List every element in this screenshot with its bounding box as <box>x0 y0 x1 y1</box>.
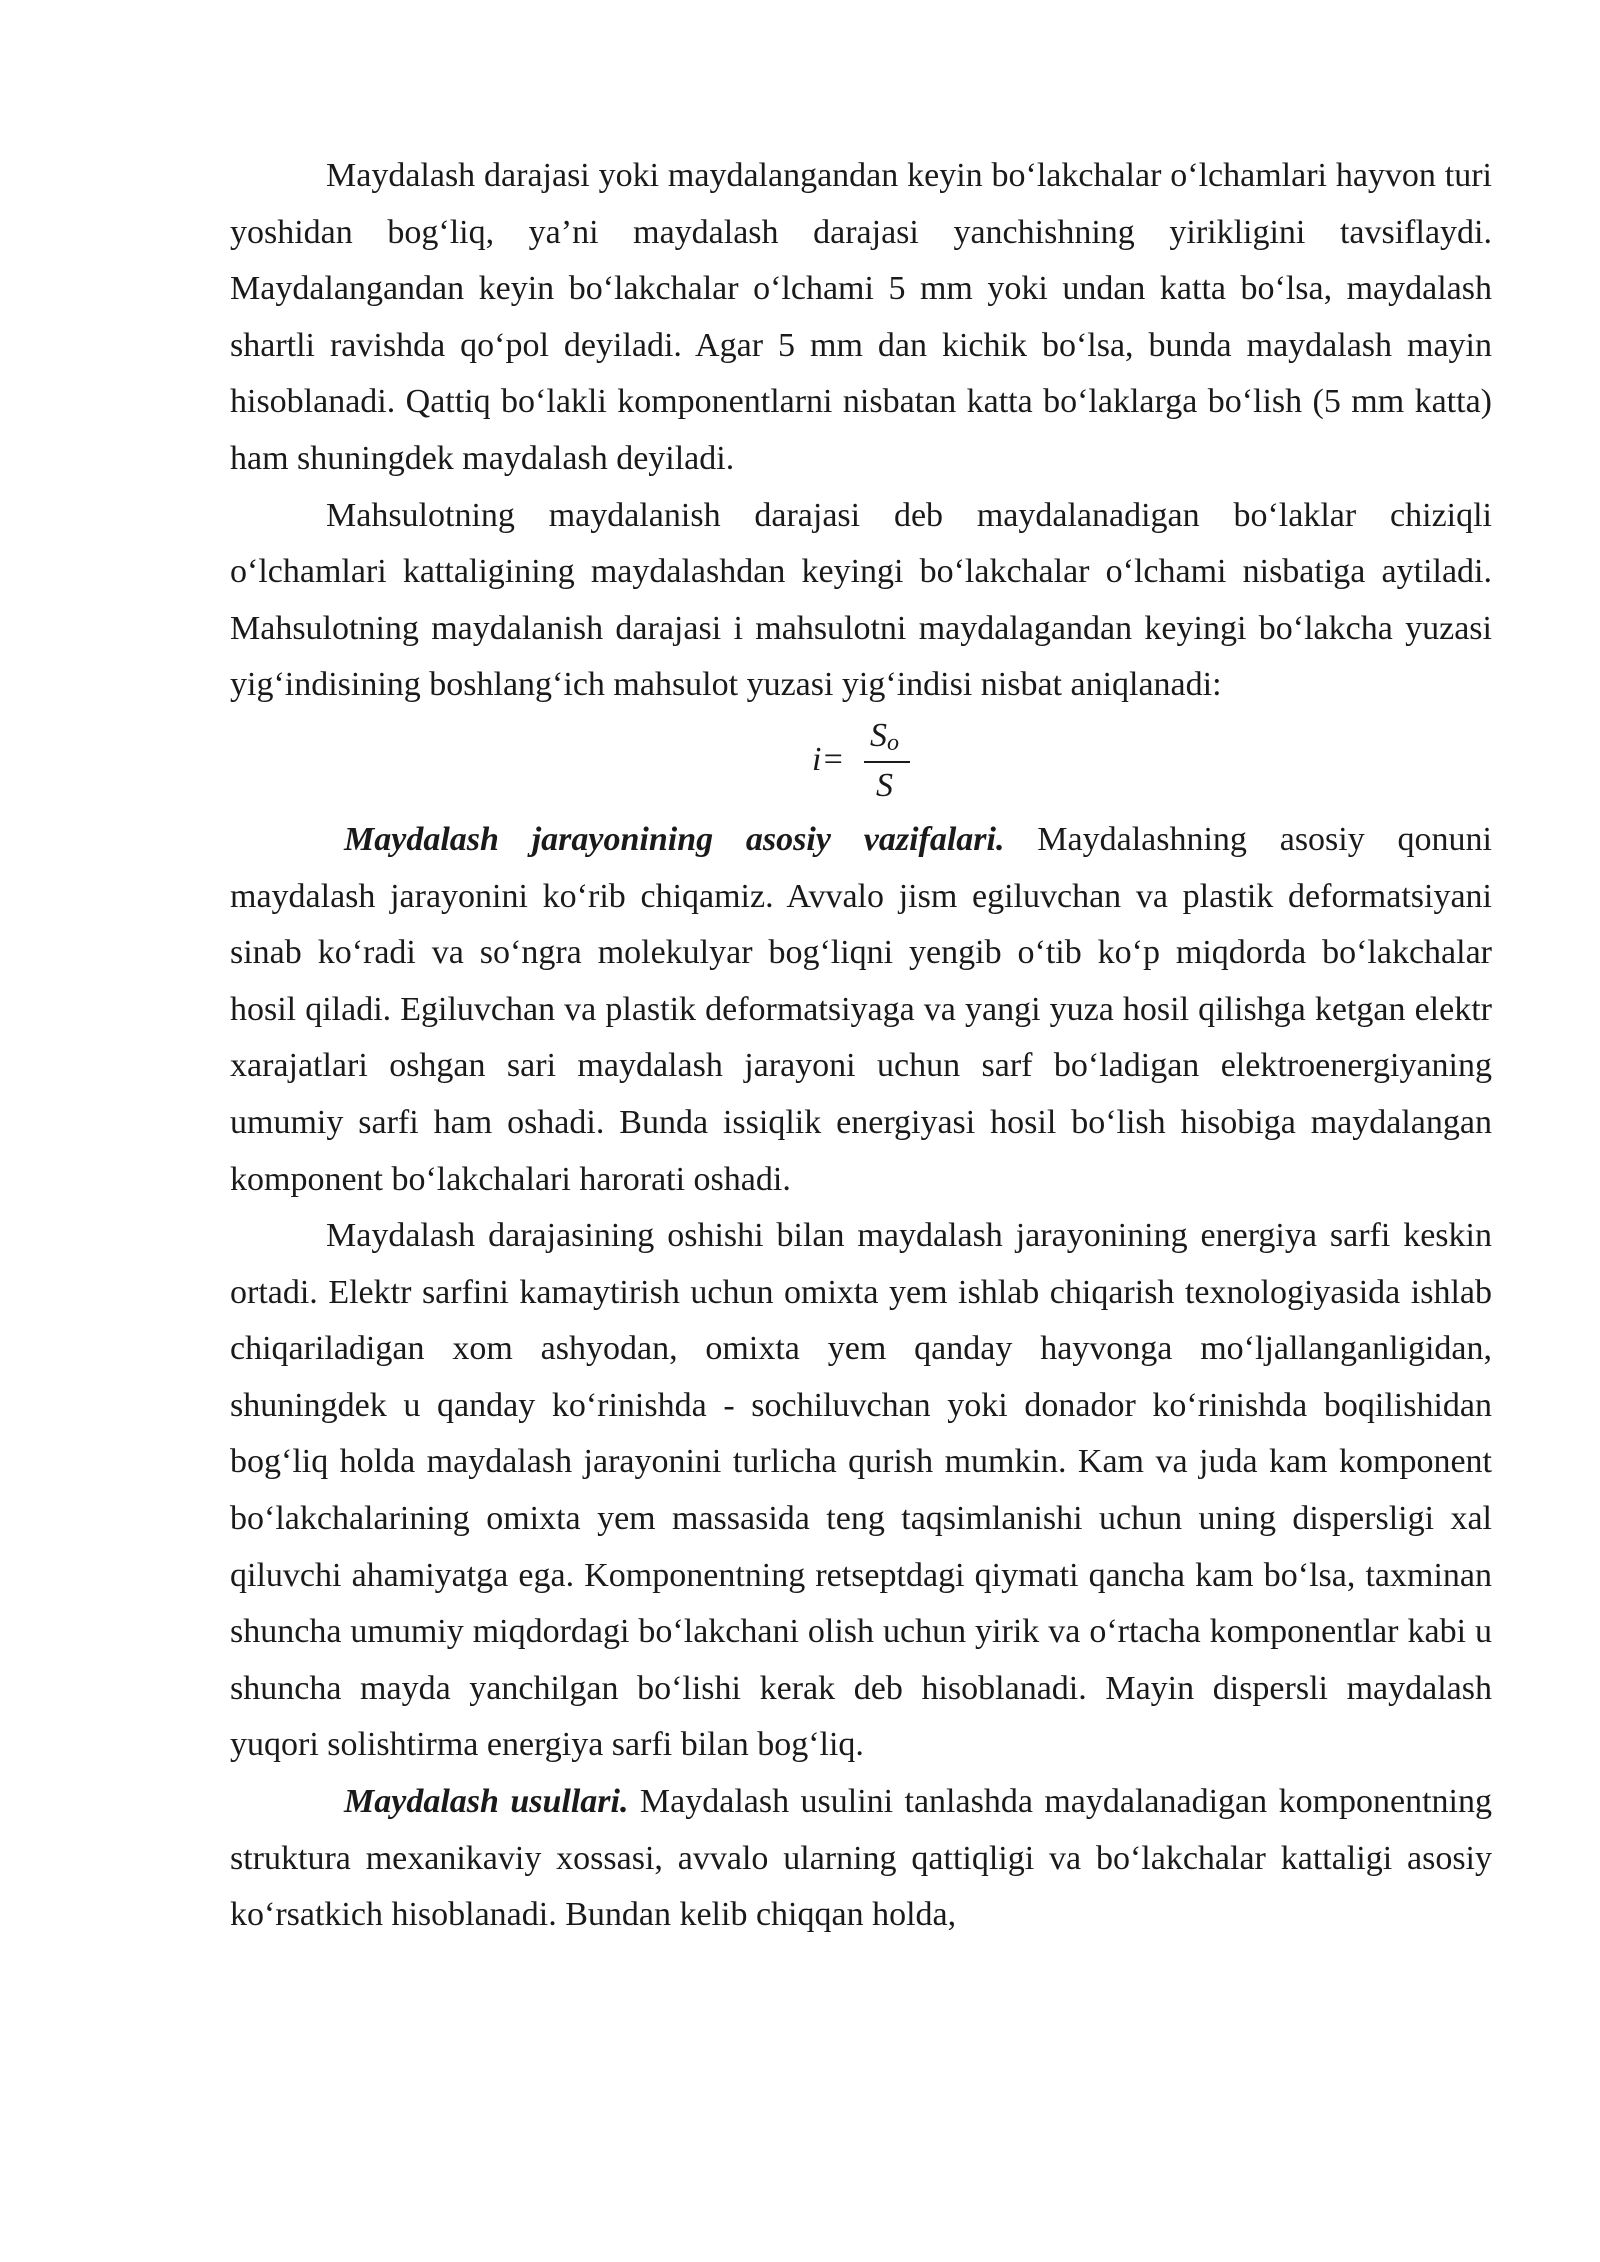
formula-lhs: i= <box>812 740 845 778</box>
formula-numerator-subscript: o <box>887 729 899 756</box>
formula-fraction <box>864 716 910 806</box>
formula-fraction-bar <box>864 761 910 763</box>
formula-denominator: S <box>876 766 893 804</box>
paragraph-energy-consumption: Maydalash darajasining oshishi bilan maydalash jarayonining energiya sarfi keskin ortadi. Elektr sarfini kamaytirish uchun omixta yem ishlab chiqarish texnologiyasida ishlab chiqariladigan xom ashyodan, omixta yem qanday hayvonga moʻljallanganligidan, shuningdek u qanday koʻrinishda - sochiluvchan yoki donador koʻrinishda boqilishidan bogʻliq holda maydalash jarayonini turlicha qurish mumkin. Kam va juda kam komponent boʻlakchalarining omixta yem massasida teng taqsimlanishi uchun uning dispersligi xal qiluvchi ahamiyatga ega. Komponentning retseptdagi qiymati qancha kam boʻlsa, taxminan shuncha umumiy miqdordagi boʻlakchani olish uchun yirik va oʻrtacha komponentlar kabi u shuncha mayda yanchilgan boʻlishi kerak deb hisoblanadi. Mayin dispersli maydalash yuqori solishtirma energiya sarfi bilan bogʻliq. <box>230 1217 1492 1764</box>
section-grinding-methods-heading: Maydalash usullari. <box>344 1783 629 1821</box>
section-grinding-methods <box>230 1774 1492 1944</box>
section-main-tasks-heading: Maydalash jarayonining asosiy vazifalari. <box>344 820 1005 858</box>
document-page <box>230 148 1492 1944</box>
section-main-tasks <box>230 812 1492 1208</box>
paragraph-grinding-ratio: Mahsulotning maydalanish darajasi deb maydalanadigan boʻlaklar chiziqli oʻlchamlari kattaligining maydalashdan keyingi boʻlakchalar oʻlchami nisbatiga aytiladi. Mahsulotning maydalanish darajasi i mahsulotni maydalagandan keyingi boʻlakcha yuzasi yigʻindisining boshlangʻich mahsulot yuzasi yigʻindisi nisbat aniqlanadi: <box>230 496 1492 704</box>
formula-grinding-degree <box>230 714 1492 812</box>
section-grinding-methods-text: Maydalash usulini tanlashda maydalanadigan komponentning struktura mexanikaviy xossasi, avvalo ularning qattiqligi va boʻlakchalar kattaligi asosiy koʻrsatkich hisoblanadi. Bundan kelib chiqqan holda, <box>230 1783 1493 1934</box>
paragraph-grinding-degree: Maydalash darajasi yoki maydalangandan keyin boʻlakchalar oʻlchamlari hayvon turi yoshidan bogʻliq, ya’ni maydalash darajasi yanchishning yirikligini tavsiflaydi. Maydalangandan keyin boʻlakchalar oʻlchami 5 mm yoki undan katta boʻlsa, maydalash shartli ravishda qoʻpol deyiladi. Agar 5 mm dan kichik boʻlsa, bunda maydalash mayin hisoblanadi. Qattiq boʻlakli komponentlarni nisbatan katta boʻlaklarga boʻlish (5 mm katta) ham shuningdek maydalash deyiladi. <box>230 157 1492 477</box>
formula-numerator: $S_o$ <box>870 716 899 756</box>
section-main-tasks-text: Maydalashning asosiy qonuni maydalash jarayonini koʻrib chiqamiz. Avvalo jism egiluvchan va plastik deformatsiyani sinab koʻradi va soʻngra molekulyar bogʻliqni yengib oʻtib koʻp miqdorda boʻlakchalar hosil qiladi. Egiluvchan va plastik deformatsiyaga va yangi yuza hosil qilishga ketgan elektr xarajatlari oshgan sari maydalash jarayoni uchun sarf boʻladigan elektroenergiyaning umumiy sarfi ham oshadi. Bunda issiqlik energiyasi hosil boʻlish hisobiga maydalangan komponent boʻlakchalari harorati oshadi. <box>230 820 1492 1198</box>
